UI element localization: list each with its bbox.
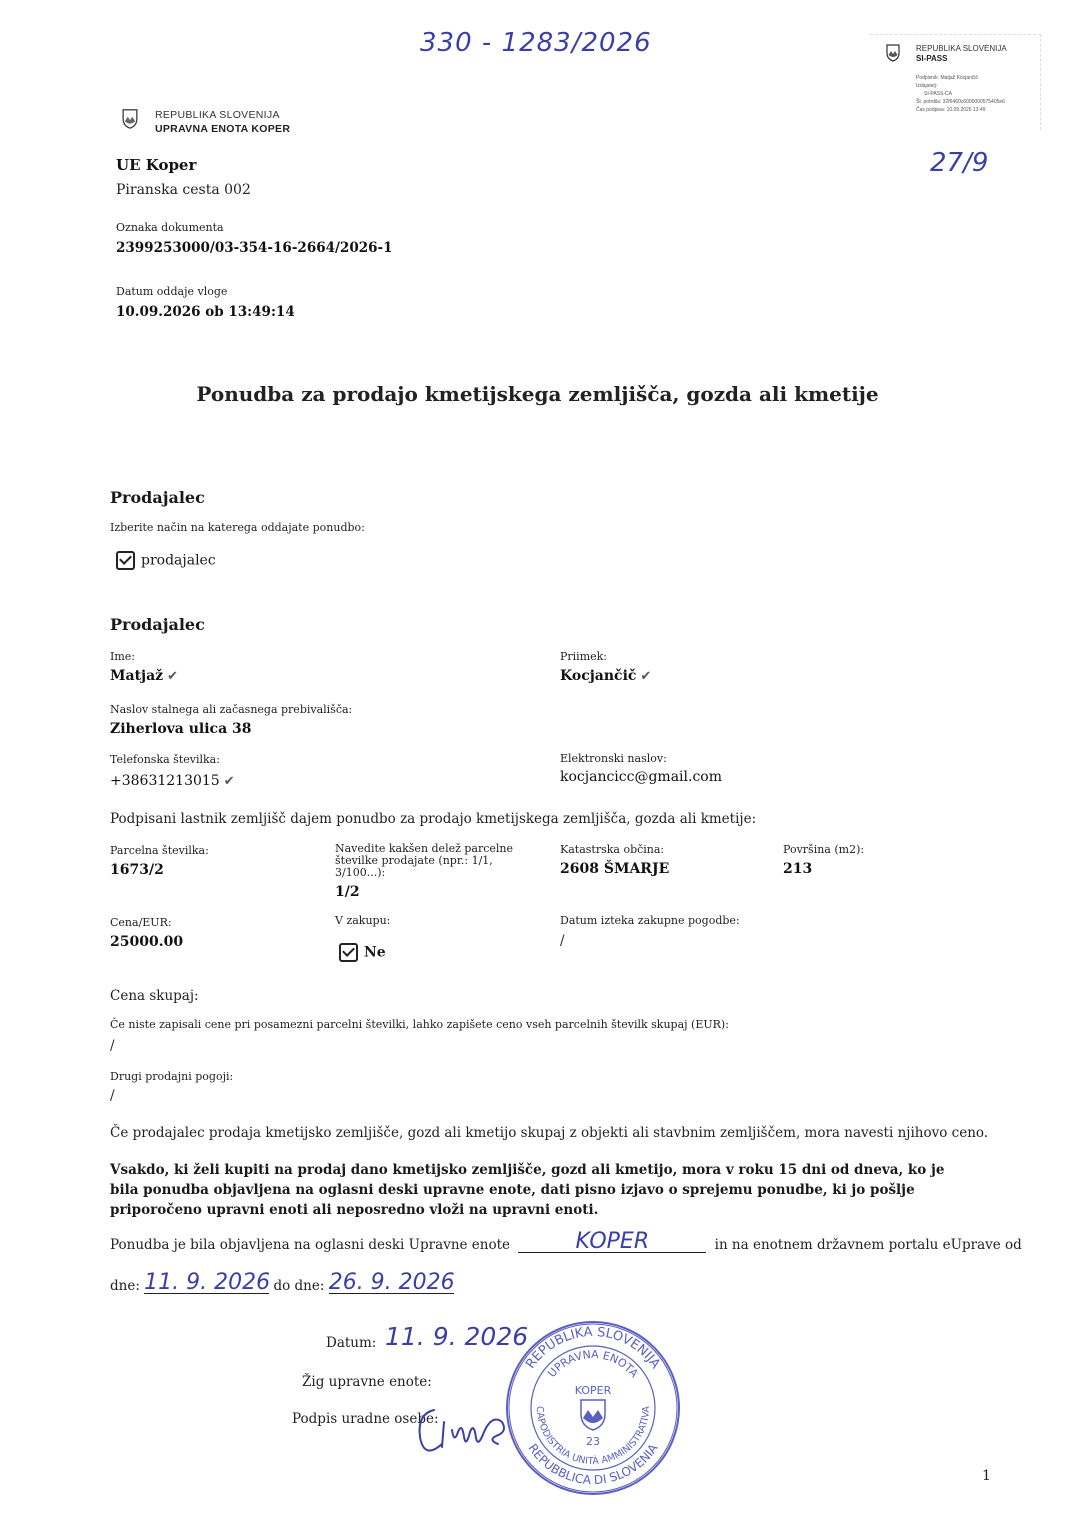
phone-value: +38631213015 ✔ [110, 773, 235, 789]
section1-question: Izberite način na katerega oddajate ponudbo: [110, 521, 365, 534]
publication-dates [110, 1270, 455, 1295]
parcel-number-value: 1673/2 [110, 862, 164, 878]
verified-check-icon: ✔ [223, 774, 235, 789]
price-label: Cena/EUR: [110, 916, 172, 929]
stamp-outer-top: REPUBLIKA SLOVENIJA [523, 1324, 663, 1372]
note-text: Če prodajalec prodaja kmetijsko zemljišče, gozd ali kmetijo skupaj z objekti ali stavbnim zemljiščem, mora navesti njihovo ceno. [110, 1125, 989, 1141]
area-label: Površina (m2): [783, 843, 865, 856]
bold-notice: Vsakdo, ki želi kupiti na prodaj dano kmetijsko zemljišče, gozd ali kmetijo, mora v roku 15 dni od dneva, ko je bila ponudba objavljena na oglasni deski upravne enote, dati pisno izjavo o sprejemu ponudbe, ki jo pošlje priporočeno upravni enoti ali neposredno vloži na upravni enoti. [110, 1162, 945, 1218]
last-name-label: Priimek: [560, 650, 608, 663]
last-name-value: Kocjančič ✔ [560, 668, 652, 684]
price-value: 25000.00 [110, 934, 184, 950]
recipient-address: Piranska cesta 002 [116, 182, 251, 198]
header-unit: UPRAVNA ENOTA KOPER [155, 123, 291, 135]
address-value: Ziherlova ulica 38 [110, 721, 252, 737]
publication-line [110, 1229, 1022, 1254]
lease-expiry-value: / [560, 933, 565, 949]
cadastral-value: 2608 ŠMARJE [560, 861, 670, 877]
recipient-name: UE Koper [116, 156, 197, 174]
total-price-label: Če niste zapisali cene pri posamezni parcelni številki, lahko zapišete ceno vseh parcelnih številk skupaj (EUR): [110, 1018, 729, 1031]
document-code-value: 2399253000/03-354-16-2664/2026-1 [116, 240, 393, 256]
svg-text:UPRAVNA ENOTA [545, 1348, 641, 1380]
first-name-value: Matjaž ✔ [110, 668, 179, 684]
sipass-detail-2: Izdajatelj: [916, 83, 938, 89]
address-label: Naslov stalnega ali začasnega prebivališča: [110, 703, 353, 716]
handwritten-case-number: 330 - 1283/2026 [420, 28, 652, 58]
parcel-number-label: Parcelna številka: [110, 844, 209, 857]
stamp-inner-bottom: CAPODISTRIA UNITÀ AMMINISTRATIVA [533, 1405, 653, 1468]
footer-signature-label: Podpis uradne osebe: [292, 1411, 439, 1427]
email-value: kocjancicc@gmail.com [560, 769, 722, 785]
first-name-label: Ime: [110, 650, 135, 663]
publication-text-before: Ponudba je bila objavljena na oglasni deski Upravne enote [110, 1237, 511, 1253]
lease-expiry-label: Datum izteka zakupne pogodbe: [560, 914, 740, 927]
sipass-line2: SI-PASS [916, 54, 948, 63]
lease-value: Ne [364, 944, 386, 961]
section2-heading: Prodajalec [110, 615, 205, 634]
total-price-value: / [110, 1038, 115, 1054]
parcel-share-value: 1/2 [335, 884, 360, 900]
stamp-number: 23 [586, 1435, 600, 1448]
verified-check-icon: ✔ [640, 669, 652, 684]
email-label: Elektronski naslov: [560, 752, 667, 765]
other-terms-value: / [110, 1088, 115, 1104]
sipass-line1: REPUBLIKA SLOVENIJA [916, 44, 1007, 53]
stamp-city: KOPER [574, 1384, 612, 1397]
publication-text-after: in na enotnem državnem portalu eUprave od [714, 1237, 1022, 1253]
document-code-label: Oznaka dokumenta [116, 221, 224, 234]
offer-statement: Podpisani lastnik zemljišč dajem ponudbo za prodajo kmetijskega zemljišča, gozda ali kmetije: [110, 811, 757, 827]
option-prodajalec [116, 551, 216, 570]
footer-stamp-label: Žig upravne enote: [302, 1374, 432, 1390]
footer-date-handwritten: 11. 9. 2026 [385, 1322, 529, 1351]
phone-label: Telefonska številka: [110, 753, 220, 766]
header-republic: REPUBLIKA SLOVENIJA [155, 109, 280, 121]
checkbox-checked-icon [116, 551, 135, 570]
sipass-detail-3: SI-PASS-CA [924, 91, 952, 97]
from-date-handwritten: 11. 9. 2026 [144, 1270, 271, 1295]
lease-option [339, 943, 386, 962]
submission-date-label: Datum oddaje vloge [116, 285, 228, 298]
total-price-heading: Cena skupaj: [110, 988, 199, 1004]
cadastral-label: Katastrska občina: [560, 843, 665, 856]
option-label: prodajalec [141, 552, 216, 569]
checkbox-checked-icon [339, 943, 358, 962]
lease-label: V zakupu: [335, 914, 391, 927]
page-number: 1 [982, 1468, 991, 1484]
submission-date-value: 10.09.2026 ob 13:49:14 [116, 304, 295, 320]
area-value: 213 [783, 861, 813, 877]
section1-heading: Prodajalec [110, 488, 205, 507]
sipass-detail-5: Čas podpisa: 10.09.2026 13:49 [916, 107, 986, 113]
to-date-handwritten: 26. 9. 2026 [328, 1270, 455, 1295]
parcel-share-label: Navedite kakšen delež parcelne številke prodajate (npr.: 1/1, 3/100...): [335, 842, 514, 879]
page-title: Ponudba za prodajo kmetijskega zemljišča, gozda ali kmetije [196, 382, 879, 406]
official-stamp [503, 1318, 683, 1498]
coat-of-arms-icon [122, 108, 138, 130]
sipass-detail-4: Št. potrdila: 32f6460c6000000575405e6 [916, 99, 1005, 105]
other-terms-label: Drugi prodajni pogoji: [110, 1070, 234, 1083]
to-label: do dne: [273, 1278, 325, 1294]
verified-check-icon: ✔ [167, 669, 179, 684]
publication-unit-handwritten: KOPER [575, 1229, 650, 1254]
stamp-inner-top: UPRAVNA ENOTA [545, 1347, 641, 1380]
stamp-outer-bottom: REPUBBLICA DI SLOVENIA [525, 1441, 661, 1488]
footer-date-label: Datum: [326, 1335, 377, 1351]
sipass-block [870, 34, 1041, 130]
sipass-detail-1: Podpisnik: Matjaž Kocjančič [916, 75, 978, 81]
from-label: dne: [110, 1278, 140, 1294]
coat-of-arms-icon [886, 44, 900, 62]
handwritten-side-mark: 27/9 [930, 148, 989, 178]
